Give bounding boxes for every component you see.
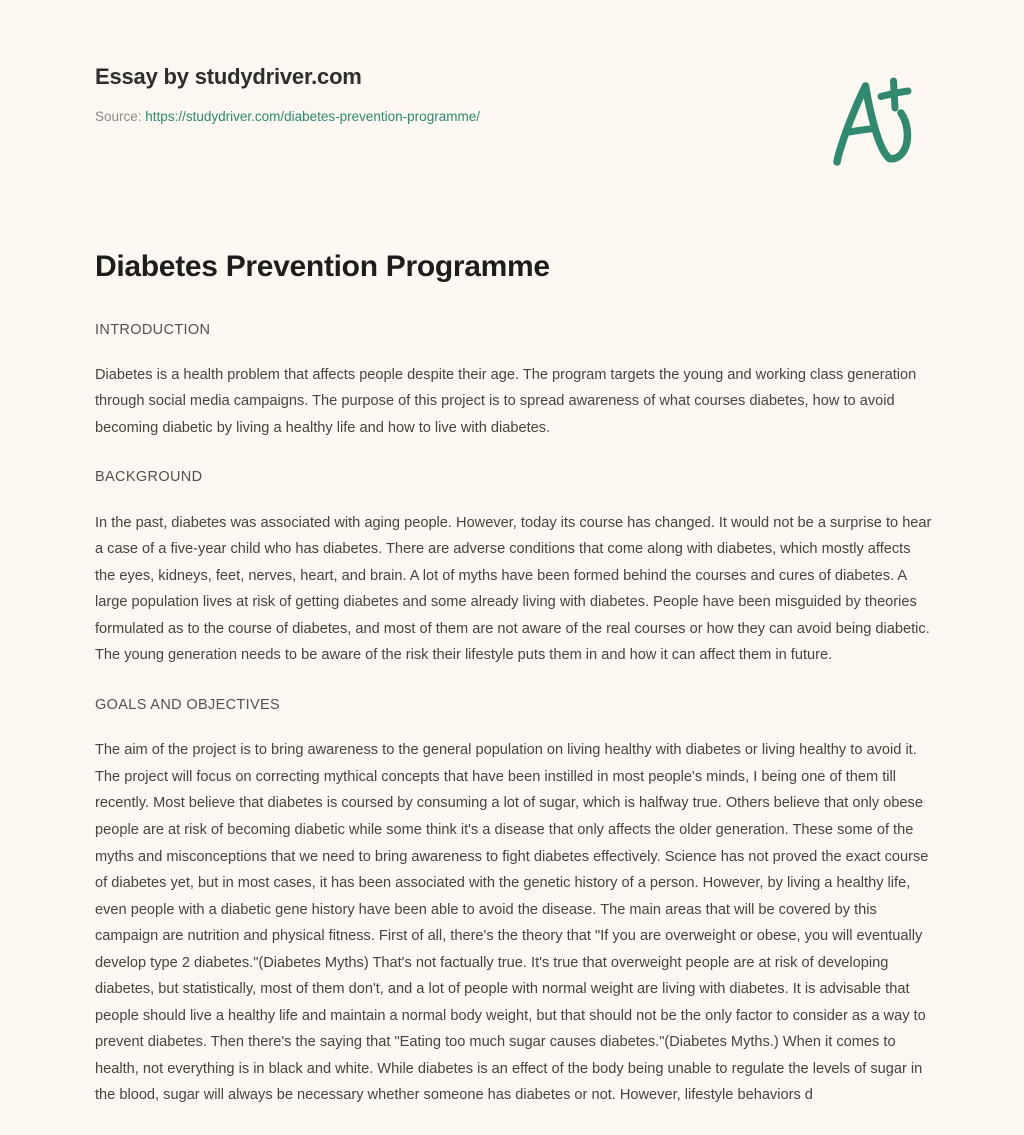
section-heading-introduction: INTRODUCTION <box>95 321 211 338</box>
brand-title: Essay by studydriver.com <box>95 64 362 89</box>
studydriver-logo[interactable] <box>818 72 922 176</box>
article-body <box>95 248 933 1135</box>
section-heading-goals-and-objectives: GOALS AND OBJECTIVES <box>95 697 281 714</box>
section-paragraph-background: In the past, diabetes was associated with aging people. However, today its course has changed. It would not be a surprise to hear a case of a five-year child who has diabetes. There are adverse conditions that come along with diabetes, which mostly affects the eyes, kidneys, feet, nerves, heart, and brain. A lot of myths have been formed behind the courses and cures of diabetes. A large population lives at risk of getting diabetes and some already living with diabetes. People have been misguided by theories formulated as to the course of diabetes, and most of them are not aware of the real courses or how they can avoid being diabetic. The young generation needs to be aware of the risk their lifestyle puts them in and how it can affect them in future. <box>95 514 932 664</box>
source-label: Source: <box>95 109 142 125</box>
page-title: Diabetes Prevention Programme <box>95 250 550 283</box>
page-header <box>0 0 1024 200</box>
a-plus-logo-icon <box>818 72 922 176</box>
section-paragraph-introduction: Diabetes is a health problem that affects people despite their age. The program targets the young and working class generation through social media campaigns. The purpose of this project is to spread awareness of what courses diabetes, how to avoid becoming diabetic by living a healthy life and how to live with diabetes. <box>95 366 917 436</box>
section-paragraph-goals-and-objectives: The aim of the project is to bring awareness to the general population on living healthy with diabetes or living healthy to avoid it. The project will focus on correcting mythical concepts that have been instilled in most people's minds, I being one of them till recently. Most believe that diabetes is coursed by consuming a lot of sugar, which is halfway true. Others believe that only obese people are at risk of becoming diabetic while some think it's a disease that only affects the older generation. These some of the myths and misconceptions that we need to bring awareness to fight diabetes effectively. Science has not proved the exact course of diabetes yet, but in most cases, it has been associated with the genetic history of a person. However, by living a healthy life, even people with a diabetic gene history have been able to avoid the disease. The main areas that will be covered by this campaign are nutrition and physical fitness. First of all, there's the theory that "If you are overweight or obese, you will eventually develop type 2 diabetes."(Diabetes Myths) That's not factually true. It's true that overweight people are at risk of developing diabetes, but statistically, most of them don't, and a lot of people with normal weight are living with diabetes. It is advisable that people should live a healthy life and maintain a normal body weight, but that should not be the only factor to consider as a way to prevent diabetes. Then there's the saying that "Eating too much sugar causes diabetes."(Diabetes Myths.) When it comes to health, not everything is in black and white. While diabetes is an effect of the body being unable to regulate the levels of sugar in the blood, sugar will always be necessary whether someone has diabetes or not. However, lifestyle behaviors d <box>95 742 929 1104</box>
brand-block <box>95 64 480 126</box>
section-heading-background: BACKGROUND <box>95 469 203 486</box>
source-link[interactable]: https://studydriver.com/diabetes-prevention-programme/ <box>145 109 480 125</box>
source-line <box>95 108 480 126</box>
